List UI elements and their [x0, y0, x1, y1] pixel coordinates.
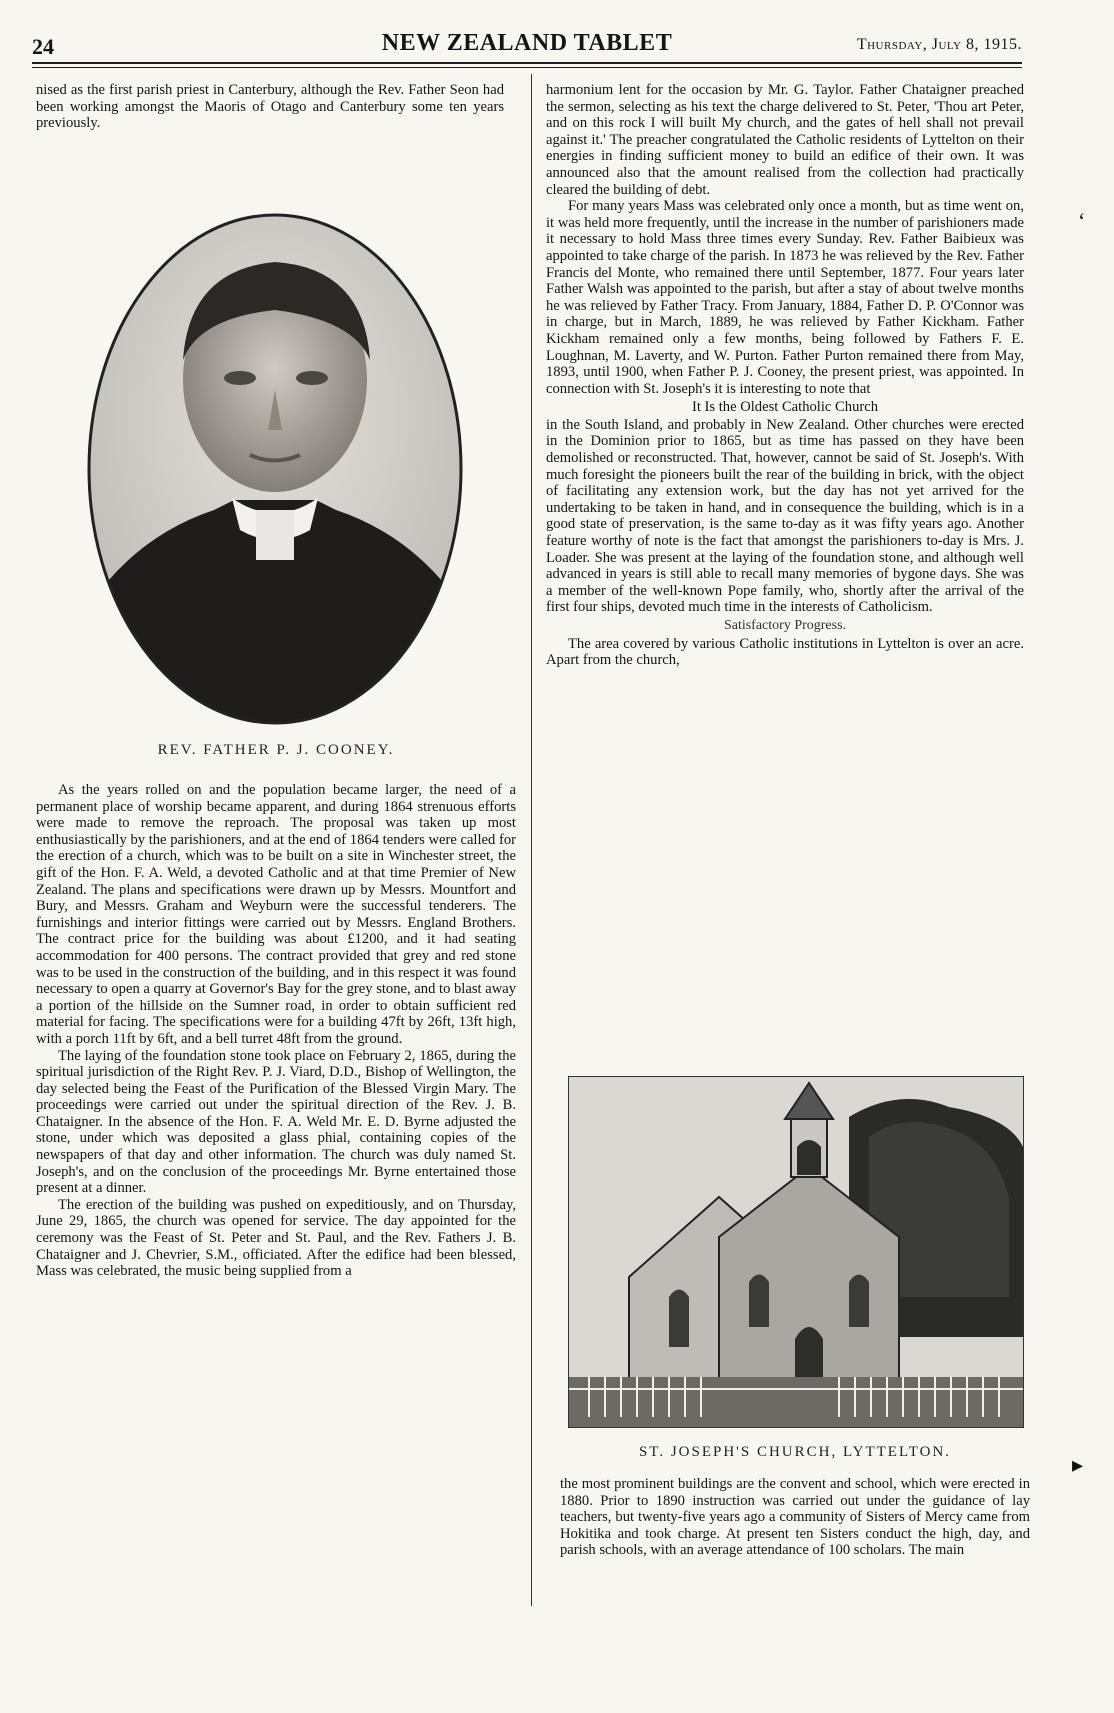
issue-date: Thursday, July 8, 1915.	[856, 36, 1022, 53]
header-rule	[32, 62, 1022, 64]
right-column-bottom	[560, 1476, 1030, 1559]
header-rule-thin	[32, 67, 1022, 68]
church-photo	[568, 1076, 1024, 1428]
paragraph-institutions: The area covered by various Catholic institutions in Lyttelton is over an acre. Apart from the church,	[546, 635, 1024, 669]
right-column-body	[546, 82, 1024, 669]
portrait-photo	[84, 210, 466, 728]
margin-arrow-mark: ▸	[1072, 1452, 1084, 1477]
portrait-image	[84, 210, 466, 728]
church-caption: ST. JOSEPH'S CHURCH, LYTTELTON.	[638, 1444, 952, 1460]
page-number: 24	[32, 34, 54, 59]
intro-paragraph: nised as the first parish priest in Canterbury, although the Rev. Father Seon had been working amongst the Maoris of Otago and Canterbury some ten years previously.	[36, 82, 504, 132]
margin-mark: ʻ	[1078, 208, 1086, 233]
paragraph-oldest-church: in the South Island, and probably in New Zealand. Other churches were erected in the Dominion prior to 1865, but as time has passed on they have been demolished or reconstructed. That, however, cannot be said of St. Joseph's. With much foresight the pioneers built the rear of the building in brick, with the object of facilitating any extension work, but the day has not yet arrived for the undertaking to be taken in hand, and in consequence the building, which is in a good state of preservation, is the same to-day as it was fifty years ago. Another feature worthy of note is the fact that amongst the parishioners to-day is Mrs. J. Loader. She was present at the laying of the foundation stone, and although well advanced in years is still able to recall many memories of bygone days. She was a member of the well-known Pope family, who, shortly after the arrival of the first four ships, devoted much time in the interests of Catholicism.	[546, 416, 1024, 616]
masthead-title: NEW ZEALAND TABLET	[381, 30, 673, 56]
left-column-intro	[36, 82, 504, 132]
page-header	[32, 28, 1022, 62]
paragraph-harmonium: harmonium lent for the occasion by Mr. G. Taylor. Father Chataigner preached the sermon, selecting as his text the charge delivered to St. Peter, 'Thou art Peter, and on this rock I will built My church, and the gates of hell shall not prevail against it.' The preacher congratulated the Catholic residents of Lyttelton on their energies in finding sufficient money to build an edifice of their own. It was announced also that the amount realised from the collection had practically cleared the building of debt.	[546, 82, 1024, 198]
subheading-progress: Satisfactory Progress.	[723, 618, 847, 633]
portrait-caption: REV. FATHER P. J. COONEY.	[157, 742, 395, 758]
column-divider	[531, 74, 532, 1606]
paragraph-priests: For many years Mass was celebrated only once a month, but as time went on, it was held more frequently, until the increase in the number of parishioners made it necessary to hold Mass three times every Sunday. Rev. Father Baibieux was appointed to take charge of the parish. In 1873 he was relieved by the Rev. Father Francis del Monte, who remained there until September, 1877. Four years later Father Walsh was appointed to the parish, but after a stay of about twelve months he was relieved by Father Tracy. From January, 1884, Father D. P. O'Connor was in charge, but in March, 1889, he was relieved by Father Kickham. Father Kickham remained only a few months, being followed by Fathers F. E. Loughnan, M. Laverty, and W. Purton. Father Purton remained there from May, 1893, until 1900, when Father P. J. Cooney, the present priest, was appointed. In connection with St. Joseph's it is interesting to note that	[546, 198, 1024, 397]
paragraph-church-building: As the years rolled on and the population became larger, the need of a permanent place of worship became apparent, and during 1864 strenuous efforts were made to remove the reproach. The proposal was taken up most enthusiastically by the parishioners, and at the end of 1864 tenders were called for the erection of a church, which was to be built on a site in Winchester street, the gift of the Hon. F. A. Weld, a devoted Catholic and at that time Premier of New Zealand. The plans and specifications were drawn up by Messrs. Mountfort and Bury, and Messrs. Graham and Weyburn were the successful tenderers. The furnishings and interior fittings were carried out by Messrs. England Brothers. The contract price for the building was about £1200, and it had seating accommodation for 400 persons. The contract provided that grey and red stone was to be used in the construction of the building, and in this respect it was found necessary to open a quarry at Governor's Bay for the grey stone, and to blast away a portion of the hillside on the Sumner road, in order to obtain sufficient red material for facing. The specifications were for a building 47ft by 26ft, 13ft high, with a porch 11ft by 6ft, and a bell turret 48ft from the ground.	[36, 782, 517, 1047]
church-image	[569, 1077, 1023, 1427]
paragraph-convent-school: the most prominent buildings are the convent and school, which were erected in 1880. Prior to 1890 instruction was carried out under the guidance of lay teachers, but twenty-five years ago a community of Sisters of Mercy came from Hokitika and took charge. At present ten Sisters conduct the high, day, and parish schools, with an average attendance of 100 scholars. The main	[560, 1476, 1030, 1559]
subheading-oldest-church: It Is the Oldest Catholic Church	[691, 399, 879, 416]
paragraph-foundation-stone: The laying of the foundation stone took place on February 2, 1865, during the spiritual jurisdiction of the Right Rev. P. J. Viard, D.D., Bishop of Wellington, the day selected being the Feast of the Purification of the Blessed Virgin Mary. The proceedings were carried out under the spiritual direction of the Rev. J. B. Chataigner. In the absence of the Hon. F. A. Weld Mr. E. D. Byrne adjusted the stone, under which was deposited a glass phial, containing copies of the newspapers of that day and other information. The church was duly named St. Joseph's, and on the conclusion of the proceedings Mr. Byrne entertained those present at a dinner.	[36, 1047, 516, 1197]
left-column-body	[36, 782, 516, 1280]
paragraph-church-opening: The erection of the building was pushed on expeditiously, and on Thursday, June 29, 1865, the church was opened for service. The day appointed for the ceremony was the Feast of St. Peter and St. Paul, and the Rev. Fathers J. B. Chataigner and J. Chevrier, S.M., officiated. After the edifice had been blessed, Mass was celebrated, the music being supplied from a	[36, 1196, 516, 1280]
